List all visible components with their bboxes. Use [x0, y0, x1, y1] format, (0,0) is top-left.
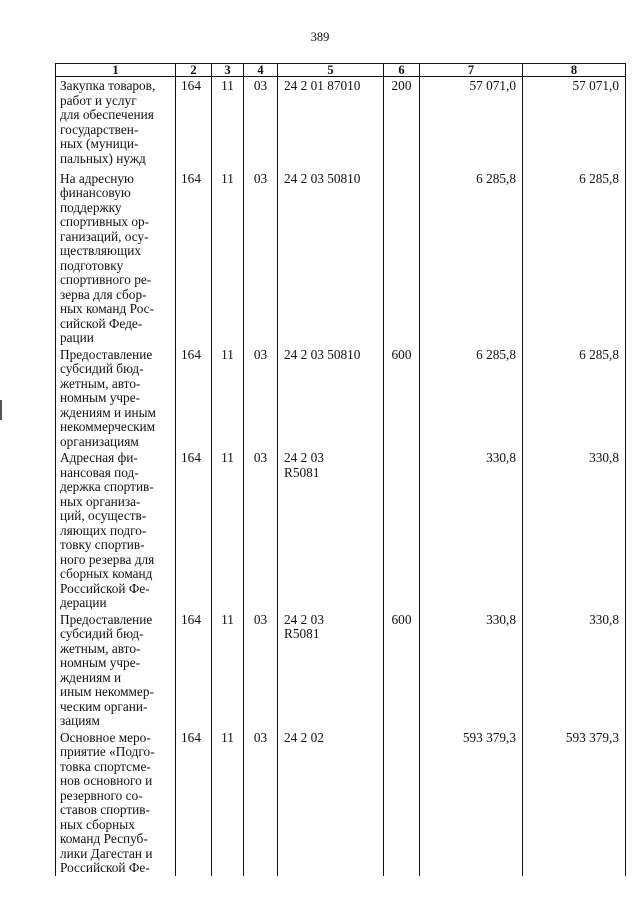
amount-col7: 6 285,8 — [420, 346, 523, 450]
ministry-code: 164 — [176, 611, 212, 729]
section-code: 11 — [212, 449, 244, 611]
section-code: 11 — [212, 611, 244, 729]
amount-col7: 6 285,8 — [420, 170, 523, 346]
section-code: 11 — [212, 170, 244, 346]
ministry-code: 164 — [176, 346, 212, 450]
target-article-code: 24 2 03 R5081 — [278, 611, 384, 729]
amount-col8: 6 285,8 — [523, 346, 626, 450]
row-name: Предоставление субсидий бюд- жетным, авто- номным учре- ждениям и иным некоммерческим организациям — [56, 346, 176, 450]
col-header-7: 7 — [420, 64, 523, 77]
col-header-6: 6 — [384, 64, 420, 77]
amount-col7: 57 071,0 — [420, 77, 523, 170]
expense-type-code: 200 — [384, 77, 420, 170]
table-row — [56, 611, 626, 729]
col-header-8: 8 — [523, 64, 626, 77]
row-name: Основное меро- приятие «Подго- товка спортсме- нов основного и резервного со- ставов спортив- ных сборных команд Респуб- лики Дагестан и Российской Фе- — [56, 729, 176, 876]
amount-col8: 57 071,0 — [523, 77, 626, 170]
target-article-code: 24 2 03 R5081 — [278, 449, 384, 611]
subsection-code: 03 — [244, 170, 278, 346]
col-header-5: 5 — [278, 64, 384, 77]
amount-col7: 330,8 — [420, 449, 523, 611]
ministry-code: 164 — [176, 449, 212, 611]
ministry-code: 164 — [176, 729, 212, 876]
expense-type-code: 600 — [384, 346, 420, 450]
table-row — [56, 170, 626, 346]
page-number: 389 — [310, 30, 330, 44]
target-article-code: 24 2 02 — [278, 729, 384, 876]
subsection-code: 03 — [244, 611, 278, 729]
expense-type-code: 600 — [384, 611, 420, 729]
section-code: 11 — [212, 346, 244, 450]
target-article-code: 24 2 01 87010 — [278, 77, 384, 170]
expense-type-code — [384, 449, 420, 611]
target-article-code: 24 2 03 50810 — [278, 170, 384, 346]
expense-type-code — [384, 170, 420, 346]
table-row — [56, 346, 626, 450]
col-header-4: 4 — [244, 64, 278, 77]
subsection-code: 03 — [244, 449, 278, 611]
ministry-code: 164 — [176, 77, 212, 170]
header-row — [56, 64, 626, 77]
amount-col8: 6 285,8 — [523, 170, 626, 346]
subsection-code: 03 — [244, 346, 278, 450]
col-header-2: 2 — [176, 64, 212, 77]
amount-col8: 330,8 — [523, 449, 626, 611]
amount-col8: 593 379,3 — [523, 729, 626, 876]
ministry-code: 164 — [176, 170, 212, 346]
table-row — [56, 77, 626, 170]
budget-table — [55, 63, 626, 876]
row-name: На адресную финансовую поддержку спортивных ор- ганизаций, осу- ществляющих подготовку спортивного ре- зерва для сбор- ных команд Рос- сийской Феде- рации — [56, 170, 176, 346]
amount-col7: 593 379,3 — [420, 729, 523, 876]
amount-col8: 330,8 — [523, 611, 626, 729]
row-name: Закупка товаров, работ и услуг для обеспечения государствен- ных (муници- пальных) нужд — [56, 77, 176, 170]
table-row — [56, 729, 626, 876]
scan-edge-mark — [0, 400, 2, 420]
row-name: Адресная фи- нансовая под- держка спортив- ных организа- ций, осуществ- ляющих подго- товку спортив- ного резерва для сборных команд Российской Фе- дерации — [56, 449, 176, 611]
table-row — [56, 449, 626, 611]
section-code: 11 — [212, 729, 244, 876]
subsection-code: 03 — [244, 729, 278, 876]
subsection-code: 03 — [244, 77, 278, 170]
amount-col7: 330,8 — [420, 611, 523, 729]
target-article-code: 24 2 03 50810 — [278, 346, 384, 450]
col-header-3: 3 — [212, 64, 244, 77]
col-header-1: 1 — [56, 64, 176, 77]
expense-type-code — [384, 729, 420, 876]
row-name: Предоставление субсидий бюд- жетным, авто- номным учре- ждениям и иным некоммер- ческим органи- зациям — [56, 611, 176, 729]
section-code: 11 — [212, 77, 244, 170]
